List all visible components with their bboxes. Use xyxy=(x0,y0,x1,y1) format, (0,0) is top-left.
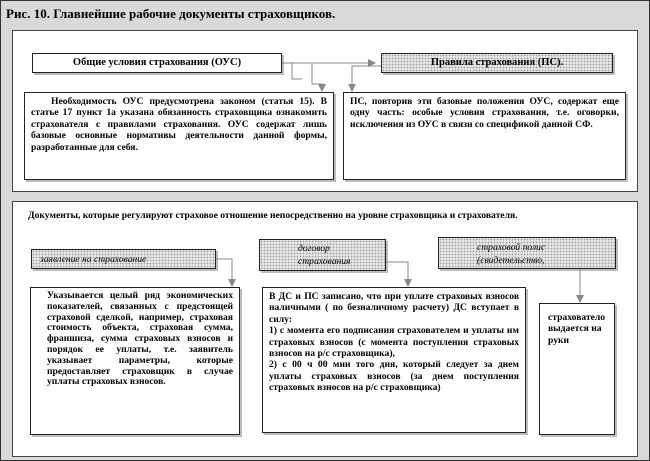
arrow-to-ps-text xyxy=(352,66,381,88)
doc-application-description: Указывается целый ряд экономических показателей, связанных с предстоящей страховой сделкой, например, страховая стоимость объекта, страховая сумма, франшиза, сумма страховых взносов и порядок ее уплаты, т.е. заявитель указывает параметры, которые предоставляет страховщик в случае уплаты страховых взносов. xyxy=(30,287,240,435)
arrow-contract xyxy=(386,262,408,283)
arrow-application xyxy=(216,259,232,283)
doc-contract-label-text: договор страхования xyxy=(298,243,351,267)
doc-contract-text-item1: 1) с момента его подписания страхователем и уплаты им страховых взносов (с момента поступления страховых взносов на р/с страховщика), xyxy=(269,325,519,360)
doc-policy-description: страхователо выдается на руки xyxy=(539,303,615,435)
bottom-intro: Документы, которые регулируют страховое отношение непосредственно на уровне страховщика и страхователя. xyxy=(28,210,518,221)
ps-header: Правила страхования (ПС). xyxy=(381,53,613,73)
ous-header: Общие условия страхования (ОУС) xyxy=(32,53,282,73)
ps-description: ПС, повторив эти базовые положения ОУС, содержат еще одну часть: особые условия страхования, т.е. оговорки, исключения из ОУС в связи со спецификой данной СФ. xyxy=(343,92,626,180)
ous-description: Необходимость ОУС предусмотрена законом (статья 15). В статье 17 пункт 1а указана обязанность страховщика ознакомить страхователя с правилами страхования. ОУС содержат лишь базовые основные нормативы деятельности данной формы, разработанные для себя. xyxy=(24,92,334,180)
figure-title: Рис. 10. Главнейшие рабочие документы страховщиков. xyxy=(6,6,336,21)
doc-contract-text-item2: 2) с 00 ч 00 мин того дня, который следует за днем уплаты страховых взносов (за днем поступления страховых взносов на р/с страховщика) xyxy=(269,359,519,394)
doc-contract-text-intro: В ДС и ПС записано, что при уплате страховых взносов наличными ( по безналичному расчету) ДС вступает в силу: xyxy=(269,291,519,325)
arrow-to-ous-text xyxy=(312,63,322,88)
doc-policy-label-text: страховой полис (свидетельство, xyxy=(477,242,546,266)
doc-application-label-text: заявление на страхование xyxy=(40,254,147,265)
arrow-ps-to-ous xyxy=(292,63,302,79)
